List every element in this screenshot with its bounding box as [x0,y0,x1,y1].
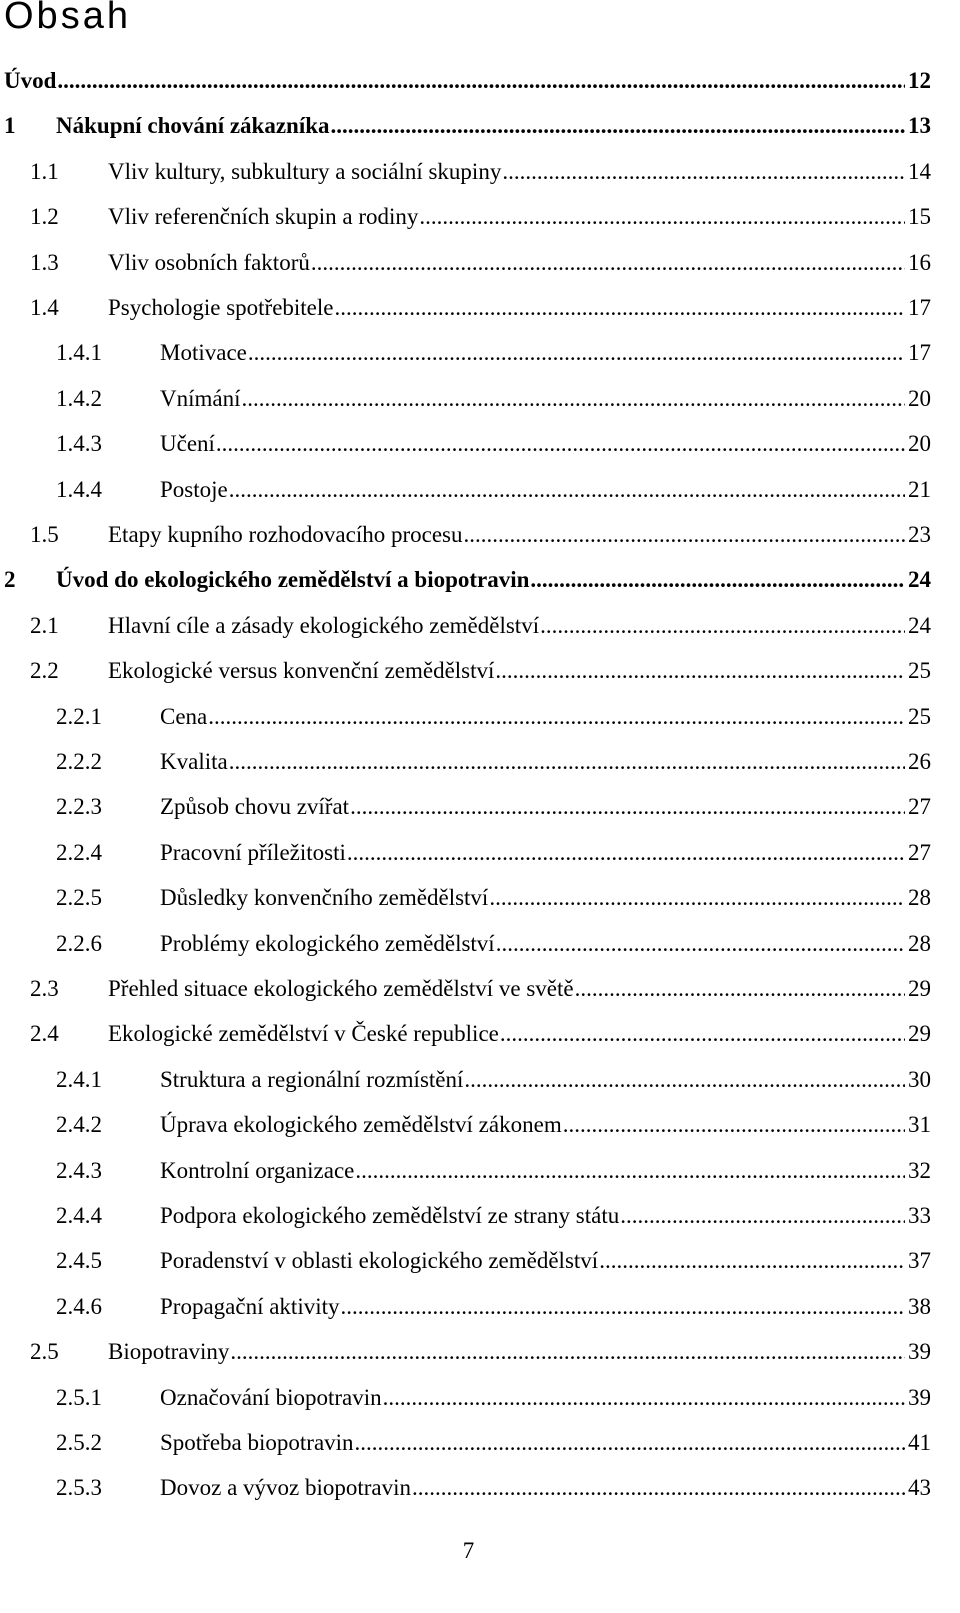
toc-entry-title: Dovoz a vývoz biopotravin [160,1475,412,1501]
toc-entry[interactable] [56,1201,931,1231]
toc-dot-leader [248,338,905,368]
toc-entry-page: 16 [908,249,931,275]
toc-dot-leader [575,974,905,1004]
toc-entry-number: 2.4.4 [56,1203,102,1228]
toc-entry-title: Úvod [4,68,57,93]
toc-dot-leader [216,429,905,459]
toc-entry-page: 30 [908,1066,931,1092]
toc-entry[interactable] [56,1473,931,1503]
toc-entry-number: 2.5 [30,1339,59,1365]
toc-entry-title: Hlavní cíle a zásady ekologického zemědělství [108,612,540,638]
toc-entry-page: 29 [908,1021,931,1047]
toc-dot-leader [229,747,905,777]
toc-dot-leader [419,202,905,232]
toc-entry-title: Úprava ekologického zemědělství zákonem [160,1112,562,1138]
toc-entry-number: 2.4.3 [56,1157,102,1183]
toc-dot-leader [347,838,905,868]
toc-entry-number: 2.4.5 [56,1248,102,1274]
toc-dot-leader [311,248,905,278]
toc-entry-title: Důsledky konvenčního zemědělství [160,885,489,911]
toc-entry[interactable] [4,565,931,595]
toc-dot-leader [489,883,905,913]
toc-dot-leader [331,111,905,141]
toc-entry-title: Vnímání [160,385,241,411]
toc-dot-leader [412,1473,905,1503]
toc-entry-number: 2.3 [30,976,59,1001]
toc-entry-title: Kontrolní organizace [160,1157,355,1183]
toc-dot-leader [502,157,905,187]
toc-entry-title: Problémy ekologického zemědělství [160,930,495,956]
toc-dot-leader [242,384,906,414]
toc-dot-leader [599,1246,905,1276]
toc-entry-title: Cena [160,703,208,729]
toc-entry-page: 39 [908,1384,931,1410]
toc-dot-leader [335,293,906,323]
toc-entry[interactable] [4,66,931,96]
toc-entry-number: 2.4.2 [56,1112,102,1138]
toc-entry-number: 1.5 [30,522,59,547]
toc-dot-leader [383,1383,905,1413]
toc-dot-leader [530,565,905,595]
toc-entry-page: 39 [908,1339,931,1365]
toc-dot-leader [229,475,905,505]
toc-dot-leader [563,1110,905,1140]
toc-entry-title: Vliv osobních faktorů [108,249,310,275]
toc-entry-page: 27 [908,794,931,820]
toc-dot-leader [341,1292,906,1322]
toc-entry[interactable] [56,747,931,777]
toc-entry-title: Kvalita [160,749,228,774]
toc-entry-page: 15 [908,204,931,230]
toc-entry[interactable] [30,974,931,1004]
toc-dot-leader [540,611,905,641]
toc-entry[interactable] [30,157,931,187]
toc-entry[interactable] [56,475,931,505]
toc-entry-number: 2.2.6 [56,930,102,956]
toc-entry-number: 2.2 [30,658,59,684]
toc-entry-number: 2.4 [30,1021,59,1047]
toc-entry-title: Úvod do ekologického zemědělství a biopotravin [56,567,530,593]
toc-entry-page: 17 [908,295,931,320]
toc-entry-title: Nákupní chování zákazníka [56,113,330,139]
toc-dot-leader [620,1201,905,1231]
toc-entry[interactable] [56,384,931,414]
toc-entry-page: 32 [908,1157,931,1183]
toc-entry-number: 2.2.5 [56,885,102,911]
toc-dot-leader [208,702,905,732]
toc-entry-title: Způsob chovu zvířat [160,794,350,820]
toc-entry-title: Ekologické zemědělství v České republice [108,1021,499,1047]
toc-entry-number: 1.4 [30,295,59,320]
toc-entry-page: 33 [908,1203,931,1228]
page-number: 7 [462,1538,475,1563]
toc-entry-page: 31 [908,1112,931,1138]
toc-entry-title: Pracovní příležitosti [160,839,346,865]
toc-entry-page: 25 [908,703,931,729]
toc-dot-leader [495,656,905,686]
toc-entry-page: 12 [908,68,931,93]
toc-entry-page: 21 [908,476,931,502]
toc-entry[interactable] [56,929,931,959]
toc-entry-number: 2.2.1 [56,703,102,729]
toc-entry-title: Biopotraviny [108,1339,230,1365]
toc-entry[interactable] [56,1246,931,1276]
toc-entry-number: 2.2.3 [56,794,102,820]
toc-entry-page: 24 [908,567,931,593]
toc-entry-number: 1 [4,113,16,139]
toc-entry-page: 27 [908,839,931,865]
toc-entry-title: Vliv referenčních skupin a rodiny [108,204,419,230]
toc-entry-number: 2.4.1 [56,1066,102,1092]
toc-entry-page: 43 [908,1475,931,1501]
toc-entry-number: 1.4.1 [56,340,102,366]
toc-entry-title: Struktura a regionální rozmístění [160,1066,464,1092]
toc-dot-leader [355,1428,905,1458]
toc-entry[interactable] [30,611,931,641]
toc-entry-title: Postoje [160,476,228,502]
toc-entry-title: Ekologické versus konvenční zemědělství [108,658,495,684]
toc-entry[interactable] [4,111,931,141]
toc-entry-number: 2.4.6 [56,1293,102,1319]
toc-entry-page: 28 [908,885,931,911]
toc-entry-number: 2.1 [30,612,59,638]
toc-dot-leader [464,520,906,550]
toc-entry-page: 41 [908,1430,931,1455]
toc-entry[interactable] [30,202,931,232]
toc-entry[interactable] [30,293,931,323]
toc-entry-page: 20 [908,431,931,457]
toc-entry-number: 1.2 [30,204,59,230]
toc-entry-number: 1.4.2 [56,385,102,411]
toc-entry-number: 1.4.3 [56,431,102,457]
toc-entry[interactable] [56,883,931,913]
toc-entry-page: 29 [908,976,931,1001]
toc-entry[interactable] [56,792,931,822]
toc-entry-page: 17 [908,340,931,366]
toc-entry-title: Spotřeba biopotravin [160,1430,354,1455]
toc-entry-title: Přehled situace ekologického zemědělství ve světě [108,976,574,1001]
page-title: Obsah [4,0,131,37]
toc-entry-title: Psychologie spotřebitele [108,295,334,320]
toc-entry[interactable] [56,338,931,368]
toc-entry-number: 2 [4,567,16,593]
toc-entry-page: 24 [908,612,931,638]
toc-entry[interactable] [30,1337,931,1367]
toc-entry[interactable] [56,1383,931,1413]
toc-entry[interactable] [56,702,931,732]
toc-entry[interactable] [56,1292,931,1322]
toc-entry-page: 25 [908,658,931,684]
toc-entry-number: 2.2.2 [56,749,102,774]
toc-dot-leader [350,792,905,822]
toc-entry[interactable] [56,838,931,868]
toc-entry-title: Etapy kupního rozhodovacího procesu [108,522,463,547]
toc-entry-page: 14 [908,158,931,184]
toc-dot-leader [496,929,905,959]
toc-entry-title: Vliv kultury, subkultury a sociální skupiny [108,158,502,184]
toc-entry-page: 37 [908,1248,931,1274]
toc-entry-number: 2.2.4 [56,839,102,865]
toc-dot-leader [230,1337,905,1367]
toc-entry[interactable] [56,1110,931,1140]
toc-dot-leader [500,1019,905,1049]
toc-entry-title: Motivace [160,340,247,366]
toc-entry-page: 28 [908,930,931,956]
toc-entry-page: 23 [908,522,931,547]
toc-entry-number: 2.5.1 [56,1384,102,1410]
toc-dot-leader [355,1156,905,1186]
toc-entry-title: Propagační aktivity [160,1293,340,1319]
toc-entry[interactable] [30,1019,931,1049]
toc-entry-page: 26 [908,749,931,774]
toc-entry-title: Označování biopotravin [160,1384,382,1410]
toc-entry[interactable] [56,1065,931,1095]
toc-entry-page: 13 [908,113,931,139]
toc-entry[interactable] [56,1428,931,1458]
toc-entry-title: Poradenství v oblasti ekologického zemědělství [160,1248,599,1274]
toc-dot-leader [57,66,905,96]
toc-entry-title: Učení [160,431,215,457]
toc-entry[interactable] [30,520,931,550]
toc-entry-number: 1.4.4 [56,476,102,502]
toc-entry-number: 1.1 [30,158,59,184]
toc-entry-page: 38 [908,1293,931,1319]
toc-entry-number: 2.5.3 [56,1475,102,1501]
toc-dot-leader [464,1065,905,1095]
toc-entry-page: 20 [908,385,931,411]
toc-entry[interactable] [30,248,931,278]
toc-entry[interactable] [30,656,931,686]
toc-entry[interactable] [56,429,931,459]
toc-entry[interactable] [56,1156,931,1186]
toc-entry-title: Podpora ekologického zemědělství ze strany státu [160,1203,620,1228]
toc-entry-number: 1.3 [30,249,59,275]
toc-entry-number: 2.5.2 [56,1430,102,1455]
